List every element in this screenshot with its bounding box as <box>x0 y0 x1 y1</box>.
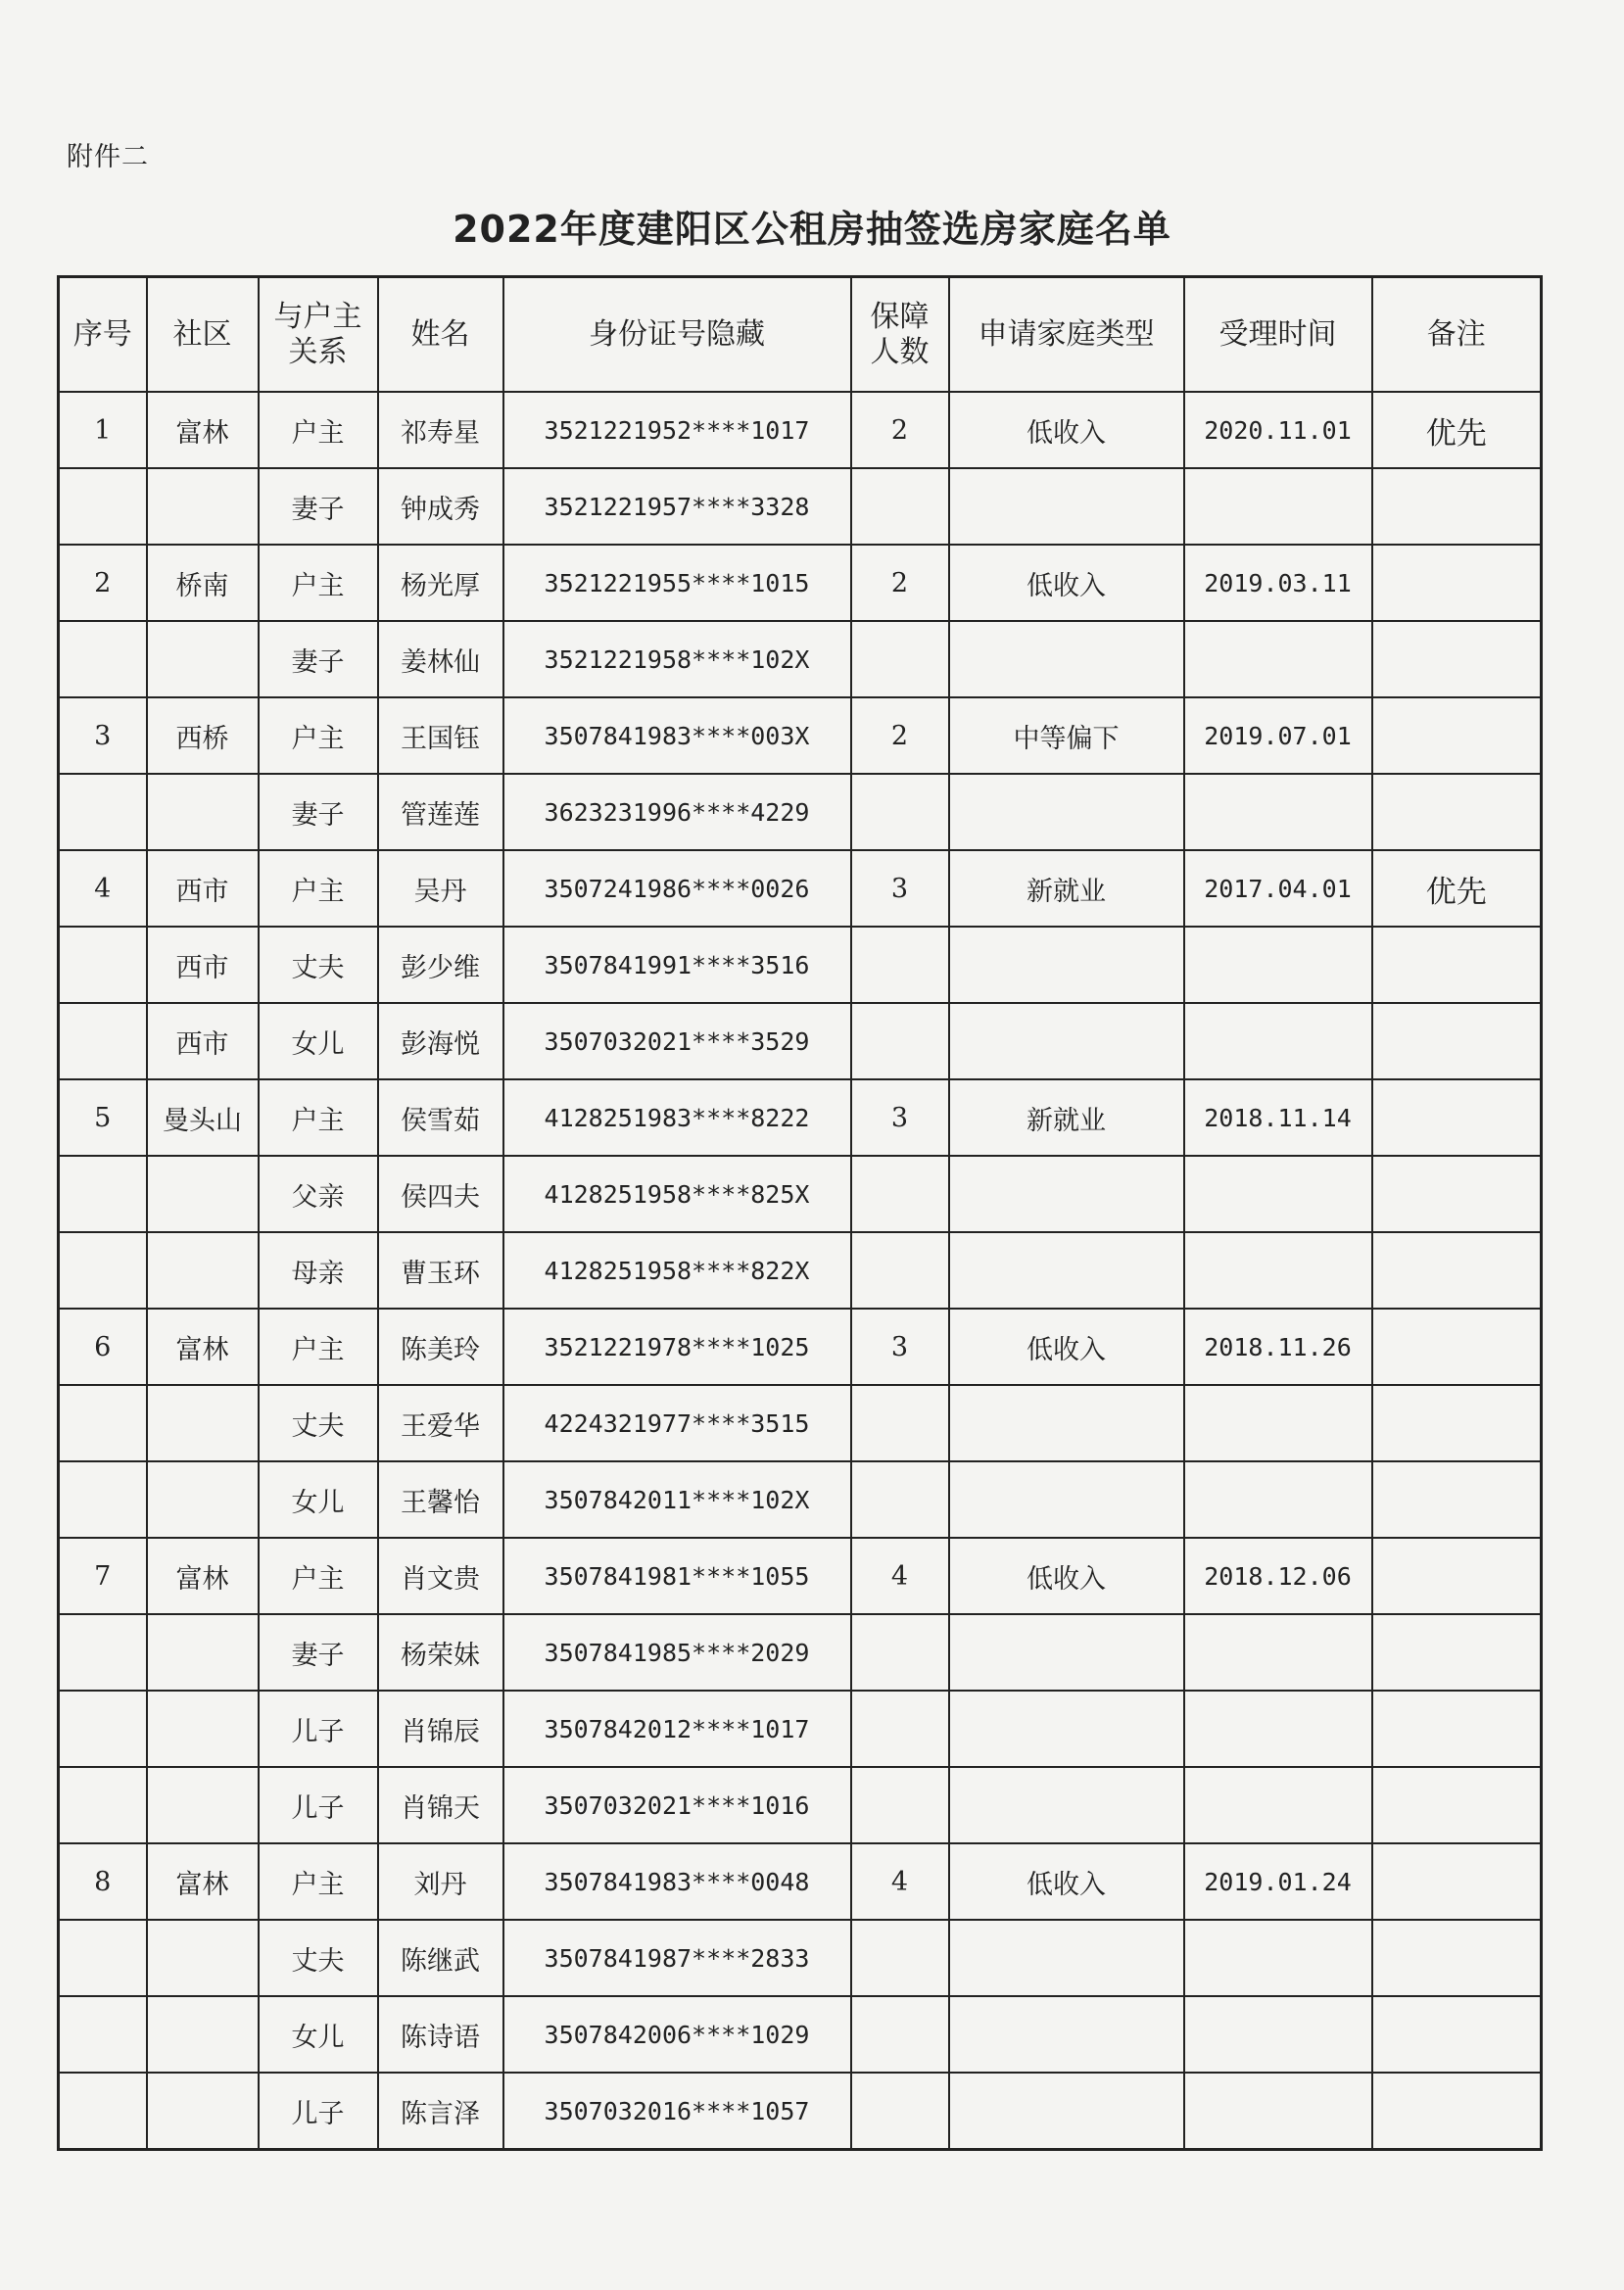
cell-id: 3507841983****0048 <box>503 1843 851 1920</box>
cell-type: 低收入 <box>949 1538 1184 1614</box>
cell-community <box>147 1996 259 2073</box>
cell-count: 2 <box>851 545 949 621</box>
cell-id: 3507841983****003X <box>503 697 851 774</box>
cell-relation: 父亲 <box>259 1156 378 1232</box>
cell-no: 7 <box>59 1538 147 1614</box>
document-title: 2022年度建阳区公租房抽签选房家庭名单 <box>453 208 1171 251</box>
cell-note: 优先 <box>1372 392 1542 468</box>
cell-type <box>949 927 1184 1003</box>
header-community: 社区 <box>147 277 259 393</box>
cell-no: 4 <box>59 850 147 927</box>
cell-no <box>59 1156 147 1232</box>
cell-type <box>949 1461 1184 1538</box>
cell-type <box>949 1156 1184 1232</box>
cell-community <box>147 1767 259 1843</box>
cell-id: 3507842011****102X <box>503 1461 851 1538</box>
cell-note: 优先 <box>1372 850 1542 927</box>
cell-type <box>949 468 1184 545</box>
table-row <box>59 1156 1542 1232</box>
cell-name: 陈美玲 <box>378 1309 503 1385</box>
cell-name: 祁寿星 <box>378 392 503 468</box>
cell-relation: 户主 <box>259 1309 378 1385</box>
cell-no <box>59 1003 147 1079</box>
cell-id: 4128251958****822X <box>503 1232 851 1309</box>
cell-date: 2018.11.14 <box>1184 1079 1372 1156</box>
cell-date <box>1184 774 1372 850</box>
cell-id: 3507032016****1057 <box>503 2073 851 2150</box>
cell-relation: 女儿 <box>259 1003 378 1079</box>
cell-name: 肖锦辰 <box>378 1691 503 1767</box>
cell-relation: 户主 <box>259 697 378 774</box>
cell-relation: 母亲 <box>259 1232 378 1309</box>
cell-community <box>147 621 259 697</box>
cell-name: 刘丹 <box>378 1843 503 1920</box>
cell-note <box>1372 1843 1542 1920</box>
cell-count <box>851 1614 949 1691</box>
cell-count: 3 <box>851 850 949 927</box>
cell-note <box>1372 2073 1542 2150</box>
header-no: 序号 <box>59 277 147 393</box>
cell-note <box>1372 1003 1542 1079</box>
cell-relation: 户主 <box>259 1079 378 1156</box>
cell-name: 曹玉环 <box>378 1232 503 1309</box>
cell-name: 侯雪茹 <box>378 1079 503 1156</box>
table-row <box>59 927 1542 1003</box>
cell-type <box>949 1996 1184 2073</box>
cell-no <box>59 1385 147 1461</box>
cell-name: 钟成秀 <box>378 468 503 545</box>
cell-note <box>1372 1156 1542 1232</box>
cell-id: 4224321977****3515 <box>503 1385 851 1461</box>
cell-name: 姜林仙 <box>378 621 503 697</box>
cell-relation: 儿子 <box>259 1691 378 1767</box>
header-note: 备注 <box>1372 277 1542 393</box>
cell-note <box>1372 1614 1542 1691</box>
cell-community: 富林 <box>147 1309 259 1385</box>
cell-name: 陈言泽 <box>378 2073 503 2150</box>
cell-date <box>1184 1691 1372 1767</box>
cell-note <box>1372 468 1542 545</box>
cell-note <box>1372 1996 1542 2073</box>
cell-type: 新就业 <box>949 1079 1184 1156</box>
family-roster-table <box>57 275 1543 2151</box>
cell-type <box>949 1614 1184 1691</box>
cell-relation: 儿子 <box>259 2073 378 2150</box>
cell-count <box>851 1691 949 1767</box>
cell-count: 2 <box>851 697 949 774</box>
cell-date <box>1184 621 1372 697</box>
cell-id: 3507842006****1029 <box>503 1996 851 2073</box>
cell-id: 4128251983****8222 <box>503 1079 851 1156</box>
cell-count <box>851 2073 949 2150</box>
cell-name: 陈诗语 <box>378 1996 503 2073</box>
header-count: 保障 人数 <box>851 277 949 393</box>
cell-relation: 户主 <box>259 1843 378 1920</box>
table-row <box>59 392 1542 468</box>
cell-count <box>851 1767 949 1843</box>
cell-date <box>1184 1614 1372 1691</box>
table-row <box>59 697 1542 774</box>
cell-relation: 女儿 <box>259 1996 378 2073</box>
cell-no: 2 <box>59 545 147 621</box>
cell-date <box>1184 1156 1372 1232</box>
header-id: 身份证号隐藏 <box>503 277 851 393</box>
cell-name: 王馨怡 <box>378 1461 503 1538</box>
cell-type <box>949 1920 1184 1996</box>
cell-id: 3507841991****3516 <box>503 927 851 1003</box>
cell-count <box>851 1156 949 1232</box>
cell-community <box>147 1614 259 1691</box>
cell-community: 桥南 <box>147 545 259 621</box>
cell-count: 3 <box>851 1309 949 1385</box>
cell-date <box>1184 1385 1372 1461</box>
cell-count <box>851 927 949 1003</box>
cell-community <box>147 1920 259 1996</box>
cell-id: 3507841987****2833 <box>503 1920 851 1996</box>
table-row <box>59 1996 1542 2073</box>
cell-note <box>1372 1767 1542 1843</box>
cell-date <box>1184 1767 1372 1843</box>
cell-note <box>1372 1461 1542 1538</box>
cell-no <box>59 2073 147 2150</box>
cell-type: 低收入 <box>949 545 1184 621</box>
cell-community <box>147 1156 259 1232</box>
cell-no <box>59 1767 147 1843</box>
cell-date <box>1184 1996 1372 2073</box>
cell-relation: 户主 <box>259 545 378 621</box>
cell-date: 2018.11.26 <box>1184 1309 1372 1385</box>
cell-name: 陈继武 <box>378 1920 503 1996</box>
cell-community: 富林 <box>147 1538 259 1614</box>
cell-no <box>59 621 147 697</box>
cell-no: 1 <box>59 392 147 468</box>
cell-type <box>949 774 1184 850</box>
cell-id: 3507842012****1017 <box>503 1691 851 1767</box>
cell-count <box>851 1232 949 1309</box>
cell-community <box>147 1385 259 1461</box>
cell-count: 4 <box>851 1538 949 1614</box>
table-row <box>59 1309 1542 1385</box>
table-row <box>59 1920 1542 1996</box>
cell-id: 3521221958****102X <box>503 621 851 697</box>
cell-relation: 妻子 <box>259 621 378 697</box>
cell-count <box>851 1996 949 2073</box>
cell-no <box>59 774 147 850</box>
cell-date: 2019.01.24 <box>1184 1843 1372 1920</box>
cell-id: 3521221952****1017 <box>503 392 851 468</box>
cell-community: 西市 <box>147 850 259 927</box>
page-label: 附件二 <box>67 142 149 172</box>
cell-community: 曼头山 <box>147 1079 259 1156</box>
cell-count <box>851 468 949 545</box>
table-row <box>59 1461 1542 1538</box>
cell-community: 西市 <box>147 1003 259 1079</box>
table-row <box>59 621 1542 697</box>
header-name: 姓名 <box>378 277 503 393</box>
cell-community <box>147 468 259 545</box>
cell-date: 2018.12.06 <box>1184 1538 1372 1614</box>
cell-relation: 妻子 <box>259 774 378 850</box>
table-row <box>59 1385 1542 1461</box>
cell-relation: 户主 <box>259 850 378 927</box>
cell-relation: 丈夫 <box>259 1385 378 1461</box>
cell-type: 低收入 <box>949 1843 1184 1920</box>
table-row <box>59 1538 1542 1614</box>
header-type: 申请家庭类型 <box>949 277 1184 393</box>
table-row <box>59 1232 1542 1309</box>
cell-note <box>1372 1079 1542 1156</box>
table-row <box>59 774 1542 850</box>
cell-date <box>1184 2073 1372 2150</box>
cell-count <box>851 621 949 697</box>
cell-type <box>949 2073 1184 2150</box>
cell-type <box>949 1232 1184 1309</box>
cell-no <box>59 1614 147 1691</box>
cell-type <box>949 621 1184 697</box>
cell-date <box>1184 927 1372 1003</box>
cell-count <box>851 1920 949 1996</box>
table-row <box>59 1079 1542 1156</box>
header-relation: 与户主 关系 <box>259 277 378 393</box>
cell-id: 3507032021****1016 <box>503 1767 851 1843</box>
cell-name: 王爱华 <box>378 1385 503 1461</box>
table-row <box>59 850 1542 927</box>
cell-type <box>949 1691 1184 1767</box>
cell-count <box>851 1461 949 1538</box>
cell-name: 吴丹 <box>378 850 503 927</box>
cell-type: 低收入 <box>949 1309 1184 1385</box>
cell-name: 杨光厚 <box>378 545 503 621</box>
cell-note <box>1372 697 1542 774</box>
cell-count <box>851 1003 949 1079</box>
cell-count: 4 <box>851 1843 949 1920</box>
cell-count <box>851 774 949 850</box>
cell-id: 3507841985****2029 <box>503 1614 851 1691</box>
table-row <box>59 1003 1542 1079</box>
cell-name: 彭少维 <box>378 927 503 1003</box>
cell-date: 2017.04.01 <box>1184 850 1372 927</box>
cell-type <box>949 1003 1184 1079</box>
cell-type: 低收入 <box>949 392 1184 468</box>
cell-note <box>1372 1232 1542 1309</box>
cell-note <box>1372 1691 1542 1767</box>
cell-id: 3623231996****4229 <box>503 774 851 850</box>
cell-type <box>949 1767 1184 1843</box>
cell-id: 3521221978****1025 <box>503 1309 851 1385</box>
cell-date <box>1184 1232 1372 1309</box>
cell-no: 5 <box>59 1079 147 1156</box>
cell-note <box>1372 927 1542 1003</box>
cell-type: 新就业 <box>949 850 1184 927</box>
cell-no <box>59 927 147 1003</box>
cell-no: 3 <box>59 697 147 774</box>
cell-relation: 户主 <box>259 1538 378 1614</box>
cell-no <box>59 1232 147 1309</box>
cell-relation: 女儿 <box>259 1461 378 1538</box>
cell-count: 2 <box>851 392 949 468</box>
cell-count: 3 <box>851 1079 949 1156</box>
cell-name: 管莲莲 <box>378 774 503 850</box>
cell-note <box>1372 1309 1542 1385</box>
cell-note <box>1372 1385 1542 1461</box>
cell-community <box>147 1691 259 1767</box>
cell-date: 2019.03.11 <box>1184 545 1372 621</box>
cell-note <box>1372 774 1542 850</box>
table-row <box>59 468 1542 545</box>
cell-date <box>1184 1003 1372 1079</box>
cell-id: 3521221955****1015 <box>503 545 851 621</box>
table-row <box>59 1691 1542 1767</box>
table-row <box>59 1767 1542 1843</box>
cell-relation: 儿子 <box>259 1767 378 1843</box>
header-date: 受理时间 <box>1184 277 1372 393</box>
cell-no <box>59 1996 147 2073</box>
cell-date <box>1184 1920 1372 1996</box>
cell-community: 西桥 <box>147 697 259 774</box>
cell-name: 杨荣妹 <box>378 1614 503 1691</box>
table-row <box>59 1843 1542 1920</box>
cell-relation: 丈夫 <box>259 927 378 1003</box>
cell-name: 肖锦天 <box>378 1767 503 1843</box>
cell-name: 侯四夫 <box>378 1156 503 1232</box>
cell-name: 彭海悦 <box>378 1003 503 1079</box>
cell-community <box>147 1461 259 1538</box>
cell-id: 3521221957****3328 <box>503 468 851 545</box>
table-row <box>59 545 1542 621</box>
cell-relation: 妻子 <box>259 1614 378 1691</box>
cell-community <box>147 1232 259 1309</box>
cell-id: 4128251958****825X <box>503 1156 851 1232</box>
cell-community: 富林 <box>147 1843 259 1920</box>
table-header-row <box>59 277 1542 393</box>
cell-community <box>147 774 259 850</box>
cell-no: 6 <box>59 1309 147 1385</box>
table-row <box>59 1614 1542 1691</box>
table-row <box>59 2073 1542 2150</box>
cell-note <box>1372 1920 1542 1996</box>
cell-community: 富林 <box>147 392 259 468</box>
cell-id: 3507841981****1055 <box>503 1538 851 1614</box>
cell-name: 肖文贵 <box>378 1538 503 1614</box>
cell-date: 2019.07.01 <box>1184 697 1372 774</box>
cell-relation: 丈夫 <box>259 1920 378 1996</box>
cell-no <box>59 1461 147 1538</box>
cell-note <box>1372 545 1542 621</box>
cell-name: 王国钰 <box>378 697 503 774</box>
cell-no <box>59 468 147 545</box>
cell-no: 8 <box>59 1843 147 1920</box>
cell-note <box>1372 1538 1542 1614</box>
cell-no <box>59 1691 147 1767</box>
cell-type <box>949 1385 1184 1461</box>
cell-relation: 户主 <box>259 392 378 468</box>
cell-type: 中等偏下 <box>949 697 1184 774</box>
cell-date <box>1184 1461 1372 1538</box>
cell-id: 3507032021****3529 <box>503 1003 851 1079</box>
cell-note <box>1372 621 1542 697</box>
cell-date <box>1184 468 1372 545</box>
cell-no <box>59 1920 147 1996</box>
cell-community <box>147 2073 259 2150</box>
cell-id: 3507241986****0026 <box>503 850 851 927</box>
cell-community: 西市 <box>147 927 259 1003</box>
cell-date: 2020.11.01 <box>1184 392 1372 468</box>
cell-count <box>851 1385 949 1461</box>
cell-relation: 妻子 <box>259 468 378 545</box>
